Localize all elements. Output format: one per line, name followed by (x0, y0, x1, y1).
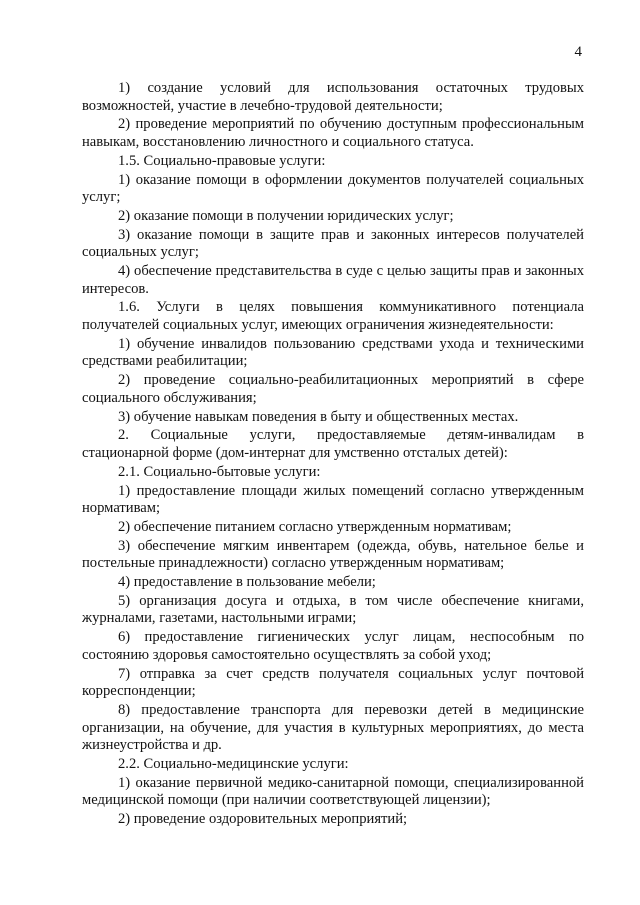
paragraph: 8) предоставление транспорта для перевозки детей в медицинские организации, на обучение, для участия в культурных мероприятиях, до места жизнеустройства и др. (82, 701, 584, 754)
section-heading: 2.2. Социально-медицинские услуги: (118, 755, 349, 772)
paragraph: 2) оказание помощи в получении юридических услуг; (118, 207, 454, 224)
document-body (82, 80, 584, 829)
paragraph: 2) проведение мероприятий по обучению доступным профессиональным навыкам, восстановлению личностного и социального статуса. (82, 116, 584, 150)
paragraph: 3) оказание помощи в защите прав и законных интересов получателей социальных услуг; (82, 226, 584, 261)
section-heading: 1.5. Социально-правовые услуги: (118, 152, 326, 169)
paragraph: 1) предоставление площади жилых помещений согласно утвержденным нормативам; (82, 482, 584, 517)
paragraph: 5) организация досуга и отдыха, в том числе обеспечение книгами, журналами, газетами, настольными играми; (82, 592, 584, 627)
section-heading: 2. Социальные услуги, предоставляемые детям-инвалидам в стационарной форме (дом-интернат для умственно отсталых детей): (82, 427, 584, 461)
paragraph: 4) обеспечение представительства в суде с целью защиты прав и законных интересов. (82, 263, 584, 297)
page-number: 4 (574, 44, 582, 60)
paragraph: 1) создание условий для использования остаточных трудовых возможностей, участие в лечебно-трудовой деятельности; (82, 80, 584, 114)
section-heading: 2.1. Социально-бытовые услуги: (118, 463, 321, 480)
paragraph: 7) отправка за счет средств получателя социальных услуг почтовой корреспонденции; (82, 665, 584, 700)
paragraph: 6) предоставление гигиенических услуг лицам, неспособным по состоянию здоровья самостоятельно осуществлять за собой уход; (82, 629, 584, 663)
section-heading: 1.6. Услуги в целях повышения коммуникативного потенциала получателей социальных услуг, имеющих ограничения жизнедеятельности: (82, 299, 584, 334)
paragraph: 3) обеспечение мягким инвентарем (одежда, обувь, нательное белье и постельные принадлежности) согласно утвержденным нормативам; (82, 537, 584, 572)
paragraph: 2) проведение социально-реабилитационных мероприятий в сфере социального обслуживания; (82, 372, 584, 406)
paragraph: 1) оказание первичной медико-санитарной помощи, специализированной медицинской помощи (при наличии соответствующей лицензии); (82, 774, 584, 809)
paragraph: 2) проведение оздоровительных мероприятий; (118, 811, 408, 828)
paragraph: 4) предоставление в пользование мебели; (118, 574, 376, 591)
paragraph: 2) обеспечение питанием согласно утвержденным нормативам; (118, 518, 512, 535)
paragraph: 1) обучение инвалидов пользованию средствами ухода и техническими средствами реабилитации; (82, 335, 584, 370)
paragraph: 3) обучение навыкам поведения в быту и общественных местах. (118, 408, 519, 425)
paragraph: 1) оказание помощи в оформлении документов получателей социальных услуг; (82, 171, 584, 206)
